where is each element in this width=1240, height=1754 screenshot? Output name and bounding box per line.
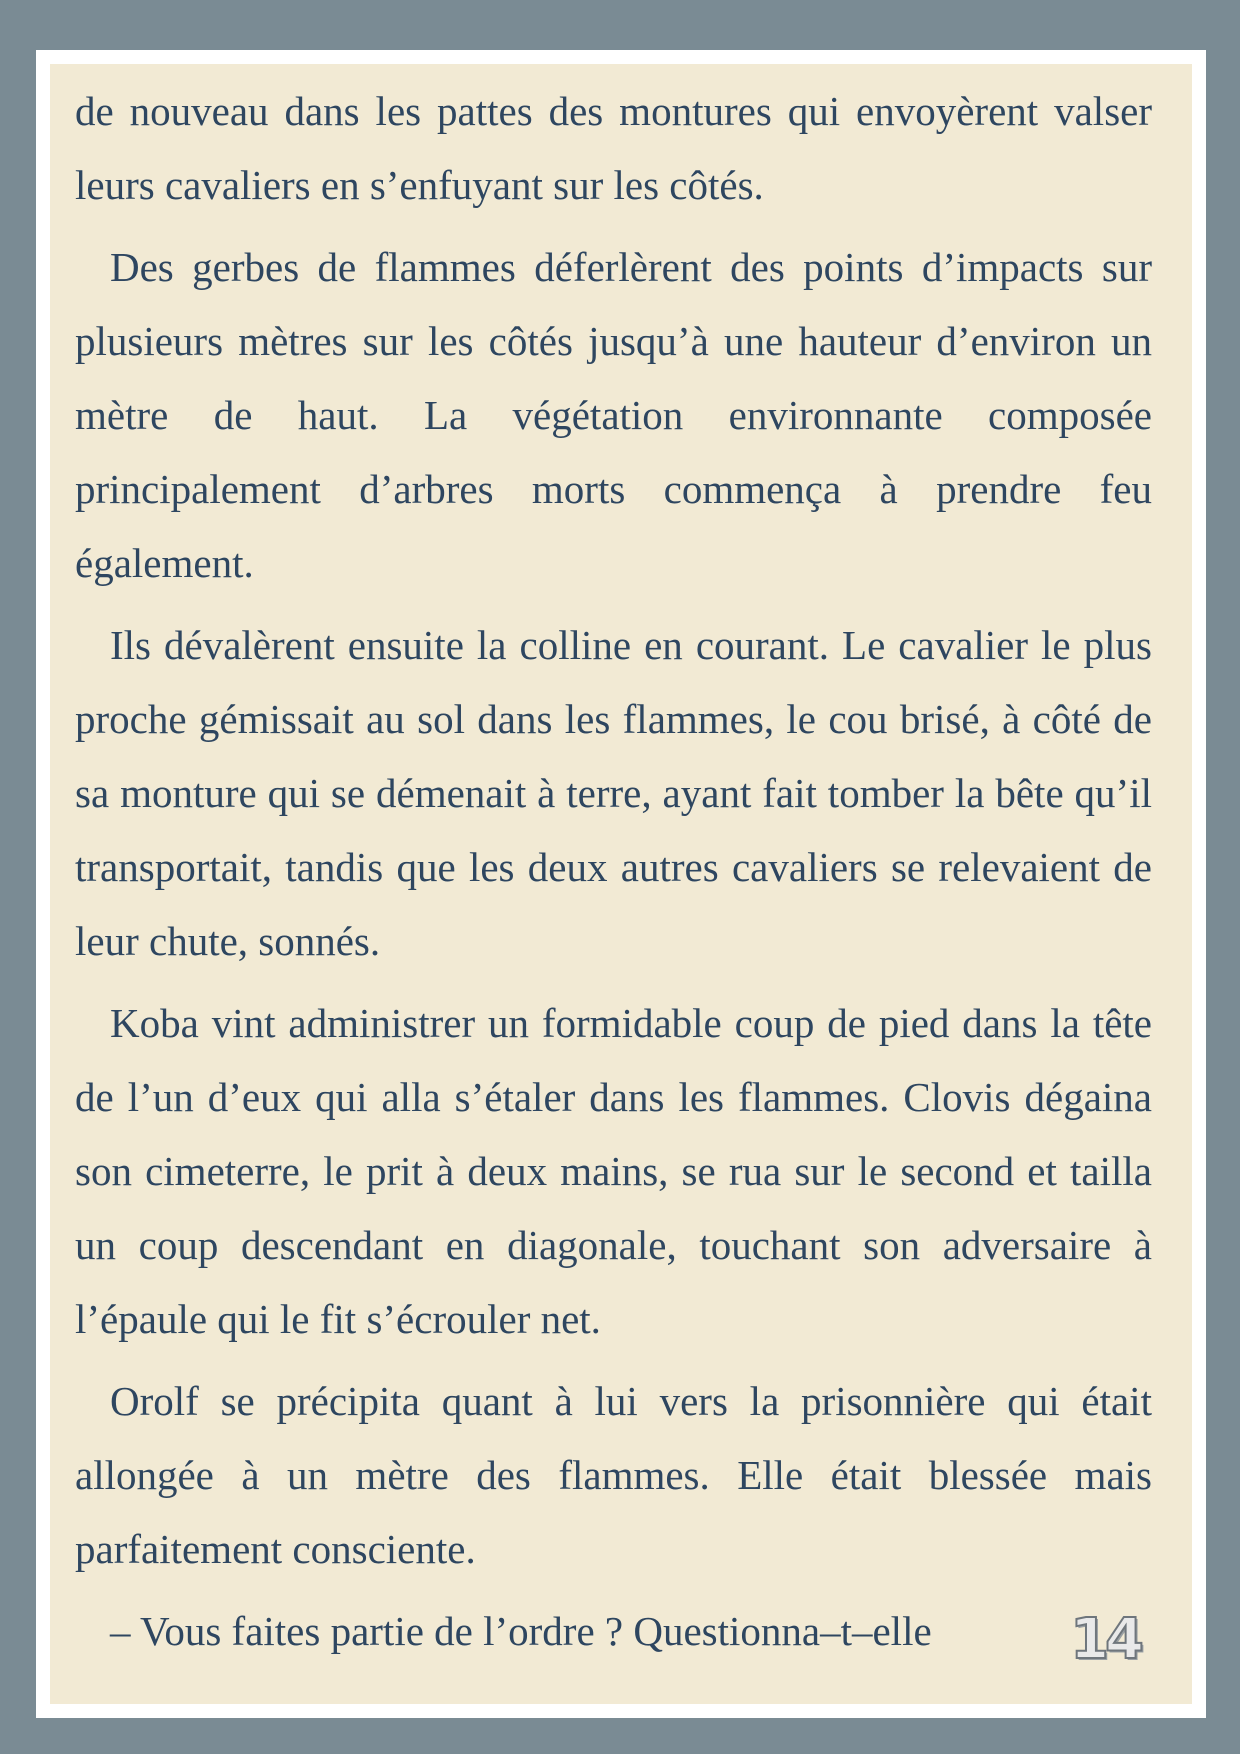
paragraph-5: Orolf se précipita quant à lui vers la prisonnière qui était allongée à un mètre des flammes. Elle était blessée mais parfaitement consciente. xyxy=(75,1378,1152,1572)
paragraph-3: Ils dévalèrent ensuite la colline en courant. Le cavalier le plus proche gémissait au sol dans les flammes, le cou brisé, à côté de sa monture qui se démenait à terre, ayant fait tomber la bête qu’il transportait, tandis que les deux autres cavaliers se relevaient de leur chute, sonnés. xyxy=(75,622,1152,964)
paragraph-1: de nouveau dans les pattes des montures qui envoyèrent valser leurs cavaliers en s’enfuyant sur les côtés. xyxy=(75,88,1152,208)
paragraph-2: Des gerbes de flammes déferlèrent des points d’impacts sur plusieurs mètres sur les côtés jusqu’à une hauteur d’environ un mètre de haut. La végétation environnante composée principalement d’arbres morts commença à prendre feu également. xyxy=(75,244,1152,586)
book-page xyxy=(50,64,1192,1704)
body-text xyxy=(75,74,1152,1672)
paragraph-6: – Vous faites partie de l’ordre ? Questionna–t–elle xyxy=(110,1608,932,1654)
page-number: 14 xyxy=(1070,1607,1140,1672)
paragraph-4: Koba vint administrer un formidable coup de pied dans la tête de l’un d’eux qui alla s’étaler dans les flammes. Clovis dégaina son cimeterre, le prit à deux mains, se rua sur le second et tailla un coup descendant en diagonale, touchant son adversaire à l’épaule qui le fit s’écrouler net. xyxy=(75,1000,1152,1342)
